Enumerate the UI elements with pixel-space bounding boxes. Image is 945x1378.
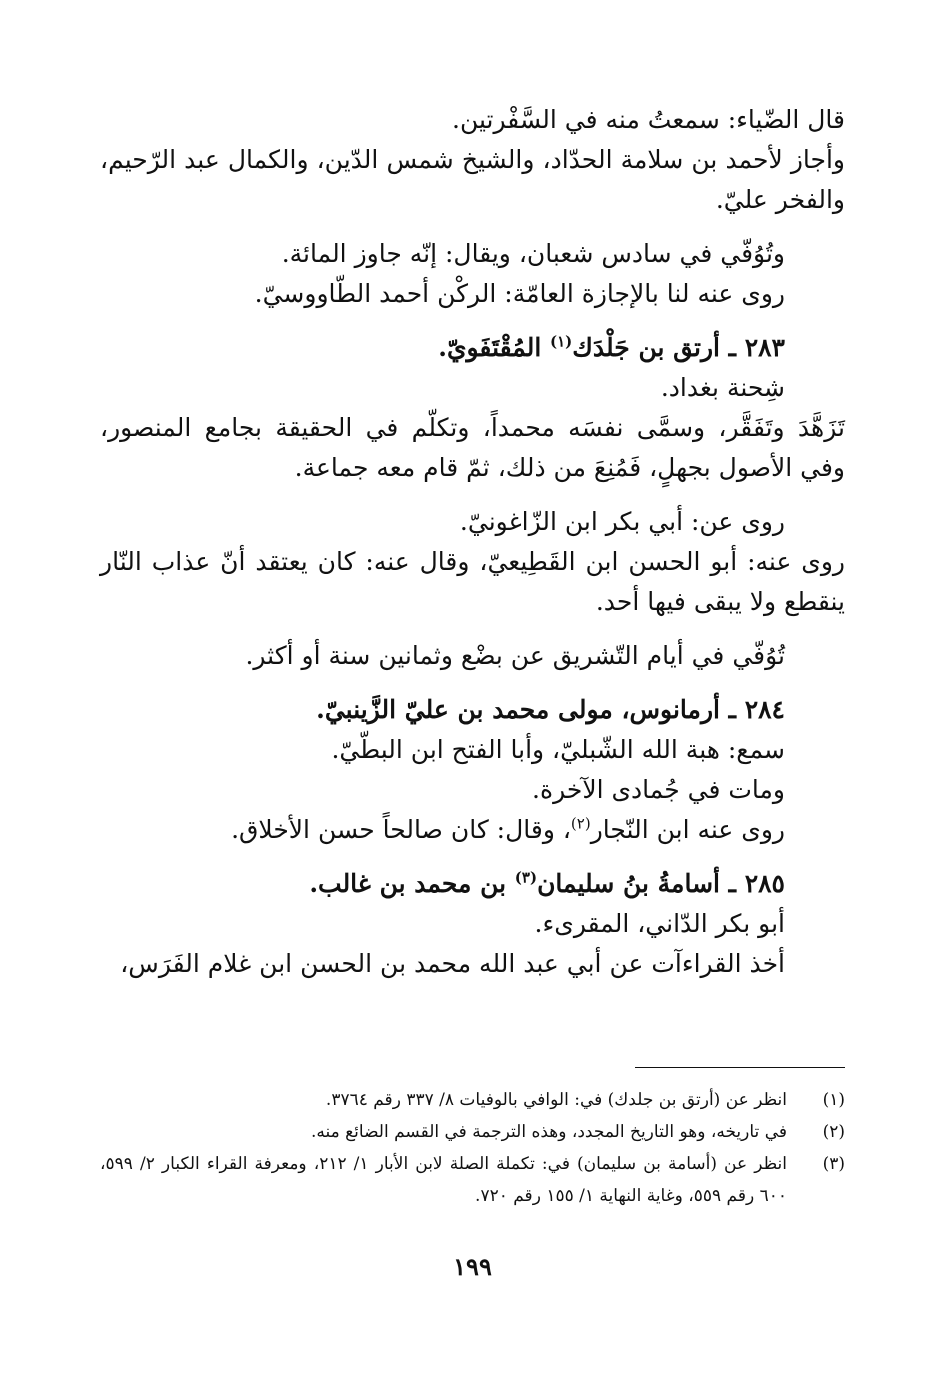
- footnote-mark-3[interactable]: (٣): [514, 868, 538, 887]
- paragraph: قال الضّياء: سمعتُ منه في السَّفْرتين.: [452, 105, 845, 134]
- entry-title-284: ٢٨٤ ـ أرمانوس، مولى محمد بن عليّ الزَّينبيّ.: [316, 695, 785, 724]
- footnote-number: (٢): [822, 1122, 845, 1142]
- footnote-text: انظر عن (أرتق بن جلدك) في: الوافي بالوفيات ٨/ ٣٣٧ رقم ٣٧٦٤.: [325, 1090, 787, 1110]
- paragraph: روى عنه: أبو الحسن ابن القَطِيعيّ، وقال عنه: كان يعتقد أنّ عذاب النّار ينقطع ولا يبقى فيها أحد.: [100, 547, 845, 616]
- paragraph: وتُوُفّي في سادس شعبان، ويقال: إنّه جاوز المائة.: [281, 239, 785, 268]
- entry-title-text: ٢٨٥ ـ أسامةُ بنُ سليمان: [537, 869, 785, 898]
- paragraph: أخذ القراءآت عن أبي عبد الله محمد بن الحسن ابن غلام الفَرَس،: [120, 949, 785, 978]
- paragraph: [100, 810, 845, 850]
- entry-title-text: المُقْتَفَويّ.: [438, 333, 550, 362]
- footnote-mark-1[interactable]: (١): [550, 332, 573, 351]
- footnote-mark-2[interactable]: (٢): [570, 814, 591, 833]
- entry-title-text: بن محمد بن غالب.: [309, 869, 515, 898]
- entry-title-285: [100, 864, 845, 904]
- paragraph-text: روى عنه ابن النّجار: [590, 815, 785, 844]
- main-text: [100, 100, 845, 984]
- footnote-2: [100, 1116, 845, 1148]
- paragraph: أبو بكر الدّاني، المقرىء.: [534, 909, 785, 938]
- paragraph: شِحنة بغداد.: [660, 373, 785, 402]
- footnote-divider: [635, 1067, 845, 1068]
- entry-title-text: ٢٨٣ ـ أرتق بن جَلْدَك: [572, 333, 785, 362]
- paragraph-text: ، وقال: كان صالحاً حسن الأخلاق.: [231, 815, 571, 844]
- footnote-text: في تاريخه، وهو التاريخ المجدد، وهذه الترجمة في القسم الضائع منه.: [310, 1122, 787, 1142]
- entry-title-283: [100, 328, 845, 368]
- paragraph: ومات في جُمادى الآخرة.: [532, 775, 785, 804]
- footnote-number: (٣): [822, 1154, 845, 1174]
- paragraph: تُوُفّي في أيام التّشريق عن بضْع وثمانين سنة أو أكثر.: [245, 641, 785, 670]
- footnotes: [100, 1084, 845, 1212]
- paragraph: وأجاز لأحمد بن سلامة الحدّاد، والشيخ شمس الدّين، والكمال عبد الرّحيم، والفخر عليّ.: [100, 145, 845, 214]
- paragraph: تَزَهَّدَ وتَفَقَّر، وسمَّى نفسَه محمداً، وتكلّم في الحقيقة بجامع المنصور، وفي الأصول بجهلٍ، فَمُنِعَ من ذلك، ثمّ قام معه جماعة.: [100, 413, 845, 482]
- paragraph: سمع: هبة الله الشّبليّ، وأبا الفتح ابن البطّيّ.: [331, 735, 785, 764]
- footnote-text: انظر عن (أسامة بن سليمان) في: تكملة الصلة لابن الأبار ١/ ٢١٢، ومعرفة القراء الكبار ٢/ ٥٩٩، ٦٠٠ رقم ٥٥٩، وغاية النهاية ١/ ١٥٥ رقم ٧٢٠.: [100, 1154, 787, 1206]
- page-number: ١٩٩: [453, 1252, 492, 1281]
- footnote-3: [100, 1148, 845, 1212]
- footnote-number: (١): [822, 1090, 845, 1110]
- paragraph: روى عنه لنا بالإجازة العامّة: الركْن أحمد الطّاووسيّ.: [254, 279, 785, 308]
- paragraph: روى عن: أبي بكر ابن الزّاغونيّ.: [459, 507, 785, 536]
- footnote-1: [100, 1084, 845, 1116]
